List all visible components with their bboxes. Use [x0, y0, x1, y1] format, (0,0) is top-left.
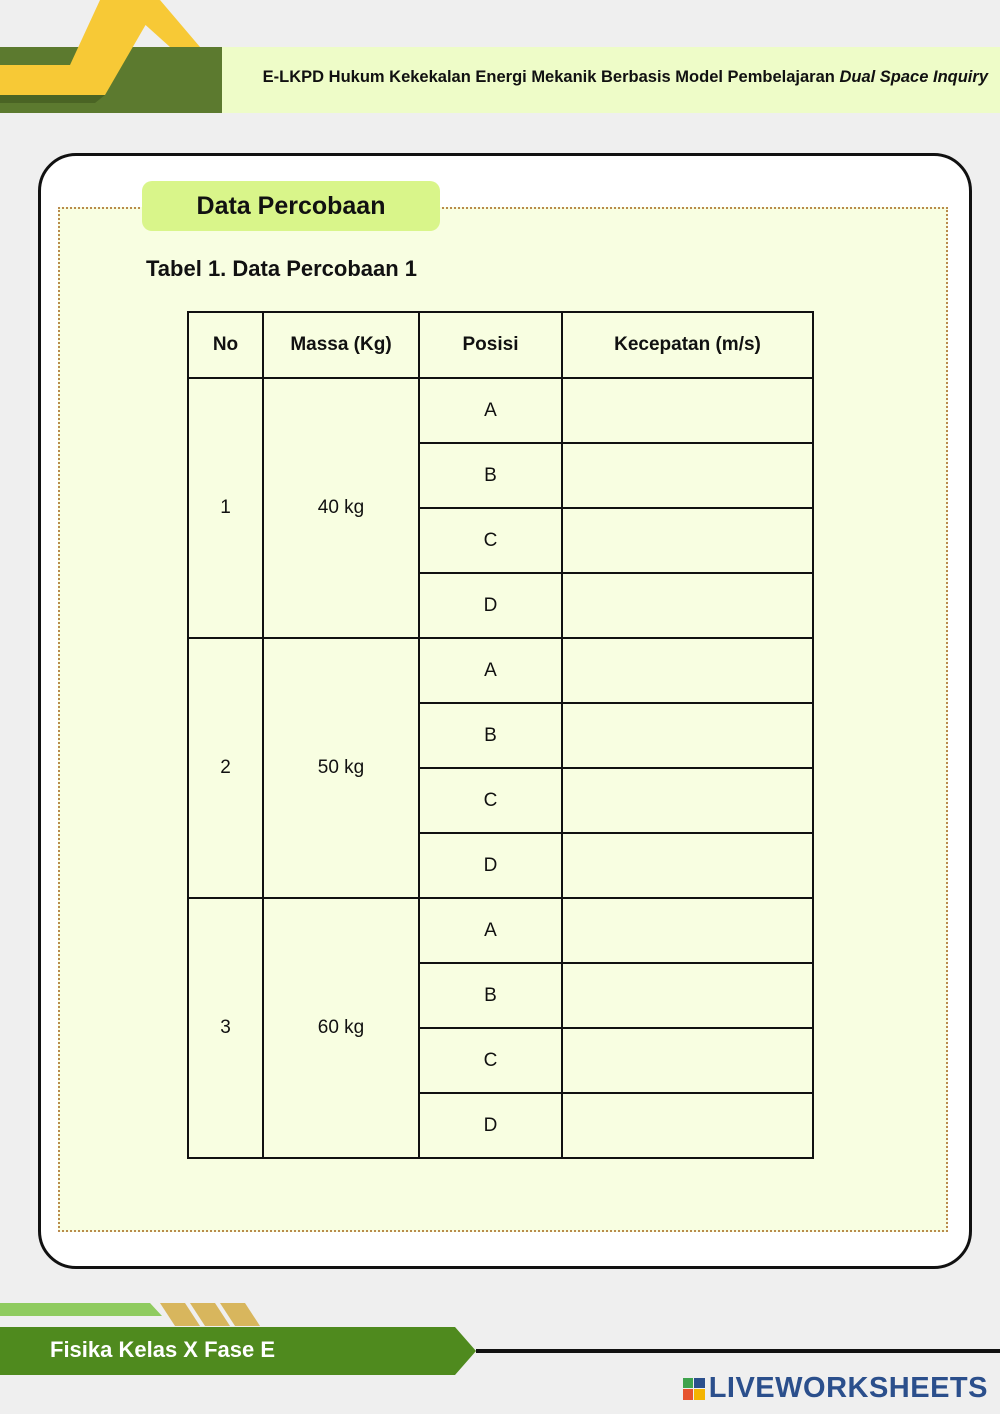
header-kecepatan: Kecepatan (m/s) — [562, 312, 813, 378]
cell-massa: 40 kg — [263, 378, 419, 638]
cell-massa: 50 kg — [263, 638, 419, 898]
table-header-row — [188, 312, 813, 378]
data-table — [187, 311, 814, 1159]
footer-label: Fisika Kelas X Fase E — [50, 1337, 276, 1362]
cell-kecepatan-input[interactable] — [562, 1093, 813, 1158]
cell-posisi: A — [419, 378, 562, 443]
cell-posisi: B — [419, 703, 562, 768]
header-posisi: Posisi — [419, 312, 562, 378]
table-row — [188, 898, 813, 963]
cell-kecepatan-input[interactable] — [562, 963, 813, 1028]
cell-massa: 60 kg — [263, 898, 419, 1158]
cell-posisi: C — [419, 768, 562, 833]
header-decoration — [0, 0, 230, 115]
cell-kecepatan-input[interactable] — [562, 508, 813, 573]
cell-posisi: C — [419, 1028, 562, 1093]
cell-no: 3 — [188, 898, 263, 1158]
cell-posisi: B — [419, 963, 562, 1028]
cell-posisi: D — [419, 1093, 562, 1158]
cell-posisi: C — [419, 508, 562, 573]
header-massa: Massa (Kg) — [263, 312, 419, 378]
cell-kecepatan-input[interactable] — [562, 638, 813, 703]
cell-kecepatan-input[interactable] — [562, 768, 813, 833]
table-row — [188, 638, 813, 703]
table-row — [188, 378, 813, 443]
cell-no: 2 — [188, 638, 263, 898]
cell-kecepatan-input[interactable] — [562, 898, 813, 963]
table-caption: Tabel 1. Data Percobaan 1 — [146, 256, 418, 281]
section-title: Data Percobaan — [142, 181, 440, 231]
cell-posisi: A — [419, 638, 562, 703]
brand-logo — [683, 1372, 988, 1405]
cell-kecepatan-input[interactable] — [562, 378, 813, 443]
cell-posisi: D — [419, 573, 562, 638]
cell-posisi: D — [419, 833, 562, 898]
header-no: No — [188, 312, 263, 378]
brand-text: LIVEWORKSHEETS — [708, 1372, 988, 1404]
cell-kecepatan-input[interactable] — [562, 443, 813, 508]
cell-posisi: A — [419, 898, 562, 963]
header-title: E-LKPD Hukum Kekekalan Energi Mekanik Berbasis Model Pembelajaran Dual Space Inquiry — [262, 68, 988, 86]
cell-kecepatan-input[interactable] — [562, 833, 813, 898]
cell-kecepatan-input[interactable] — [562, 703, 813, 768]
cell-kecepatan-input[interactable] — [562, 1028, 813, 1093]
cell-kecepatan-input[interactable] — [562, 573, 813, 638]
cell-no: 1 — [188, 378, 263, 638]
cell-posisi: B — [419, 443, 562, 508]
liveworksheets-icon — [683, 1378, 705, 1400]
